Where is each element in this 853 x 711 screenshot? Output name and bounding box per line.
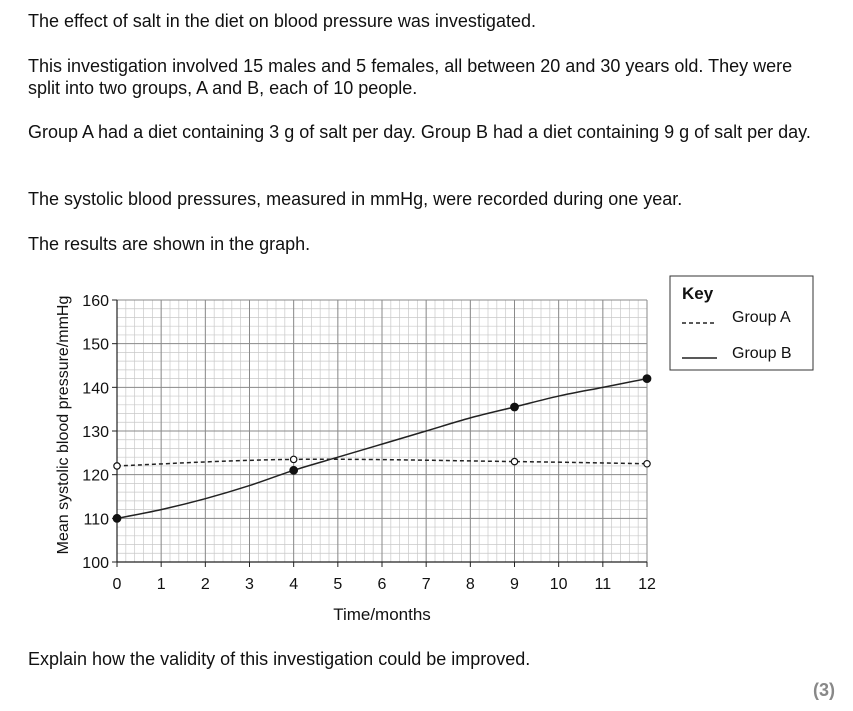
data-point-group-a (290, 456, 296, 462)
x-axis-label: Time/months (333, 605, 431, 624)
y-tick-label: 100 (82, 555, 109, 572)
data-point-group-a (114, 463, 120, 469)
x-tick-label: 3 (245, 576, 254, 593)
x-tick-label: 5 (333, 576, 343, 593)
legend-label-group-a: Group A (732, 309, 791, 326)
y-axis-label: Mean systolic blood pressure/mmHg (55, 295, 72, 555)
legend-label-group-b: Group B (732, 345, 792, 362)
data-point-group-a (644, 461, 650, 467)
x-tick-label: 7 (421, 576, 431, 593)
data-point-group-b (511, 403, 519, 411)
measurement-paragraph: The systolic blood pressures, measured in mmHg, were recorded during one year. (28, 189, 683, 209)
y-tick-label: 110 (83, 511, 109, 529)
y-tick-label: 150 (82, 336, 109, 354)
x-tick-label: 6 (377, 576, 387, 593)
data-point-group-b (643, 375, 651, 383)
question-text: Explain how the validity of this investigation could be improved. (28, 649, 531, 669)
y-tick-label: 120 (82, 467, 109, 485)
y-tick-label: 160 (82, 293, 109, 310)
results-paragraph: The results are shown in the graph. (28, 234, 311, 254)
chart-axes (82, 293, 656, 593)
data-point-group-a (511, 458, 517, 464)
x-tick-label: 10 (549, 576, 568, 593)
y-tick-label: 130 (82, 424, 109, 441)
intro-paragraph: The effect of salt in the diet on blood pressure was investigated. (28, 11, 536, 31)
chart-grid (117, 300, 647, 562)
x-tick-label: 9 (510, 576, 519, 593)
x-tick-label: 4 (289, 576, 299, 593)
legend-title: Key (682, 284, 714, 303)
x-tick-label: 8 (465, 576, 475, 593)
data-point-group-b (290, 467, 298, 475)
x-tick-label: 12 (638, 576, 656, 593)
y-tick-label: 140 (82, 380, 109, 398)
blood-pressure-chart (0, 270, 853, 630)
x-tick-label: 2 (200, 576, 210, 593)
marks-badge: (3) (813, 680, 835, 700)
x-tick-label: 11 (594, 576, 612, 593)
x-tick-label: 1 (156, 576, 166, 593)
data-point-group-b (113, 515, 121, 523)
diet-paragraph: Group A had a diet containing 3 g of salt per day. Group B had a diet containing 9 g of salt per day. (28, 122, 811, 142)
chart-legend (670, 276, 813, 370)
x-tick-label: 0 (112, 576, 122, 593)
participants-paragraph: This investigation involved 15 males and 5 females, all between 20 and 30 years old. They were split into two groups, A and B, each of 10 people. (28, 56, 793, 98)
